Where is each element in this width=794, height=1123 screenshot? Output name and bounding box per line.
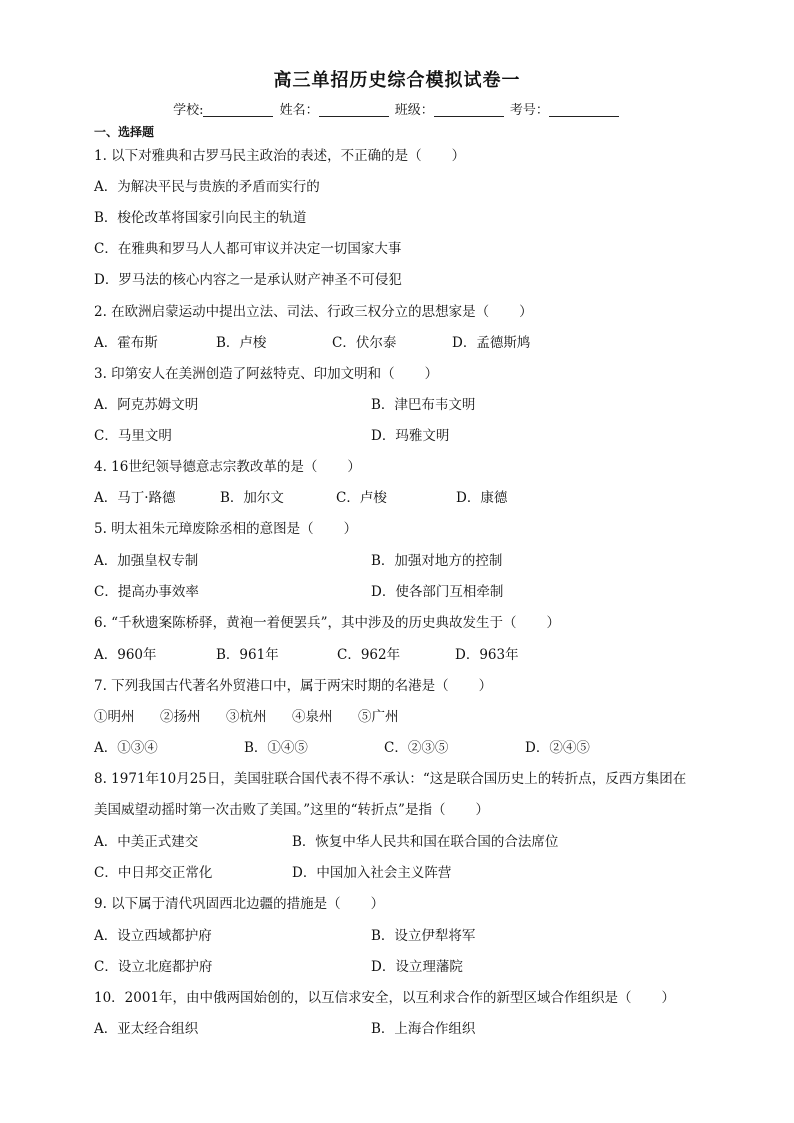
question-3-option-c[interactable]: C．马里文明 [94, 428, 172, 444]
exam-number-blank[interactable] [549, 102, 619, 117]
question-1-option-b[interactable]: B．梭伦改革将国家引向民主的轨道 [94, 210, 307, 226]
section-title: 一、选择题 [94, 125, 155, 139]
question-4-option-b[interactable]: B．加尔文 [220, 490, 284, 506]
student-info-row [0, 99, 794, 118]
question-9-option-d[interactable]: D．设立理藩院 [371, 959, 463, 975]
question-5-option-b[interactable]: B．加强对地方的控制 [371, 553, 503, 569]
school-blank[interactable] [203, 102, 273, 117]
question-8-stem-continued: 美国威望动摇时第一次击败了美国。”这里的“转折点”是指（ ） [94, 802, 489, 818]
question-7-option-a[interactable]: A．①③④ [94, 740, 158, 756]
question-7-stem: 7. 下列我国古代著名外贸港口中，属于两宋时期的名港是（ ） [94, 678, 493, 694]
question-7-item-4: ④泉州 [292, 709, 333, 725]
question-4-option-a[interactable]: A．马丁·路德 [94, 490, 176, 506]
class-blank[interactable] [434, 102, 504, 117]
question-3-option-b[interactable]: B．津巴布韦文明 [371, 397, 476, 413]
question-2-option-c[interactable]: C．伏尔泰 [332, 335, 397, 351]
question-7-item-3: ③杭州 [226, 709, 267, 725]
question-6-option-c[interactable]: C．962年 [337, 647, 401, 663]
question-6-option-b[interactable]: B．961年 [216, 647, 279, 663]
question-7-item-2: ②扬州 [160, 709, 201, 725]
question-1-option-a[interactable]: A．为解决平民与贵族的矛盾而实行的 [94, 179, 320, 195]
question-8-option-d[interactable]: D．中国加入社会主义阵营 [292, 865, 452, 881]
question-8-option-c[interactable]: C．中日邦交正常化 [94, 865, 213, 881]
question-3-stem: 3. 印第安人在美洲创造了阿兹特克、印加文明和（ ） [94, 366, 439, 382]
question-7-option-b[interactable]: B．①④⑤ [244, 740, 308, 756]
question-5-option-c[interactable]: C．提高办事效率 [94, 584, 199, 600]
question-7-item-5: ⑤广州 [358, 709, 399, 725]
exam-title: 高三单招历史综合模拟试卷一 [273, 70, 521, 91]
question-8-option-a[interactable]: A．中美正式建交 [94, 834, 199, 850]
question-6-option-d[interactable]: D．963年 [455, 647, 519, 663]
question-7-option-c[interactable]: C．②③⑤ [384, 740, 449, 756]
question-9-option-c[interactable]: C．设立北庭都护府 [94, 959, 213, 975]
question-6-option-a[interactable]: A．960年 [94, 647, 157, 663]
question-9-stem: 9. 以下属于清代巩固西北边疆的措施是（ ） [94, 896, 385, 912]
question-1-option-d[interactable]: D．罗马法的核心内容之一是承认财产神圣不可侵犯 [94, 272, 402, 288]
question-4-option-c[interactable]: C．卢梭 [336, 490, 387, 506]
question-1-option-c[interactable]: C．在雅典和罗马人人都可审议并决定一切国家大事 [94, 241, 402, 257]
question-10-stem: 10．2001年，由中俄两国始创的，以互信求安全，以互利求合作的新型区域合作组织是（ ） [94, 990, 676, 1006]
question-1-stem: 1. 以下对雅典和古罗马民主政治的表述，不正确的是（ ） [94, 148, 466, 164]
question-7-item-1: ①明州 [94, 709, 135, 725]
question-3-option-a[interactable]: A．阿克苏姆文明 [94, 397, 199, 413]
question-5-option-d[interactable]: D．使各部门互相牵制 [371, 584, 504, 600]
question-2-option-a[interactable]: A．霍布斯 [94, 335, 158, 351]
question-8-stem: 8. 1971年10月25日，美国驻联合国代表不得不承认：“这是联合国历史上的转折点，反西方集团在 [94, 771, 687, 787]
class-label: 班级： [394, 103, 434, 118]
question-5-option-a[interactable]: A．加强皇权专制 [94, 553, 199, 569]
school-label: 学校: [173, 103, 204, 118]
question-9-option-b[interactable]: B．设立伊犁将军 [371, 928, 476, 944]
question-2-option-b[interactable]: B．卢梭 [216, 335, 267, 351]
question-2-option-d[interactable]: D．孟德斯鸠 [452, 335, 531, 351]
question-6-stem: 6. “千秋遗案陈桥驿，黄袍一着便罢兵”，其中涉及的历史典故发生于（ ） [94, 615, 560, 631]
question-8-option-b[interactable]: B．恢复中华人民共和国在联合国的合法席位 [292, 834, 559, 850]
exam-number-label: 考号： [509, 103, 549, 118]
question-9-option-a[interactable]: A．设立西域都护府 [94, 928, 212, 944]
question-2-stem: 2. 在欧洲启蒙运动中提出立法、司法、行政三权分立的思想家是（ ） [94, 304, 533, 320]
question-3-option-d[interactable]: D．玛雅文明 [371, 428, 450, 444]
question-7-option-d[interactable]: D．②④⑤ [525, 740, 590, 756]
name-blank[interactable] [319, 102, 389, 117]
question-10-option-b[interactable]: B．上海合作组织 [371, 1021, 476, 1037]
question-10-option-a[interactable]: A．亚太经合组织 [94, 1021, 199, 1037]
question-4-stem: 4. 16世纪领导德意志宗教改革的是（ ） [94, 459, 361, 475]
question-5-stem: 5. 明太祖朱元璋废除丞相的意图是（ ） [94, 521, 358, 537]
name-label: 姓名： [279, 103, 319, 118]
question-4-option-d[interactable]: D．康德 [456, 490, 508, 506]
